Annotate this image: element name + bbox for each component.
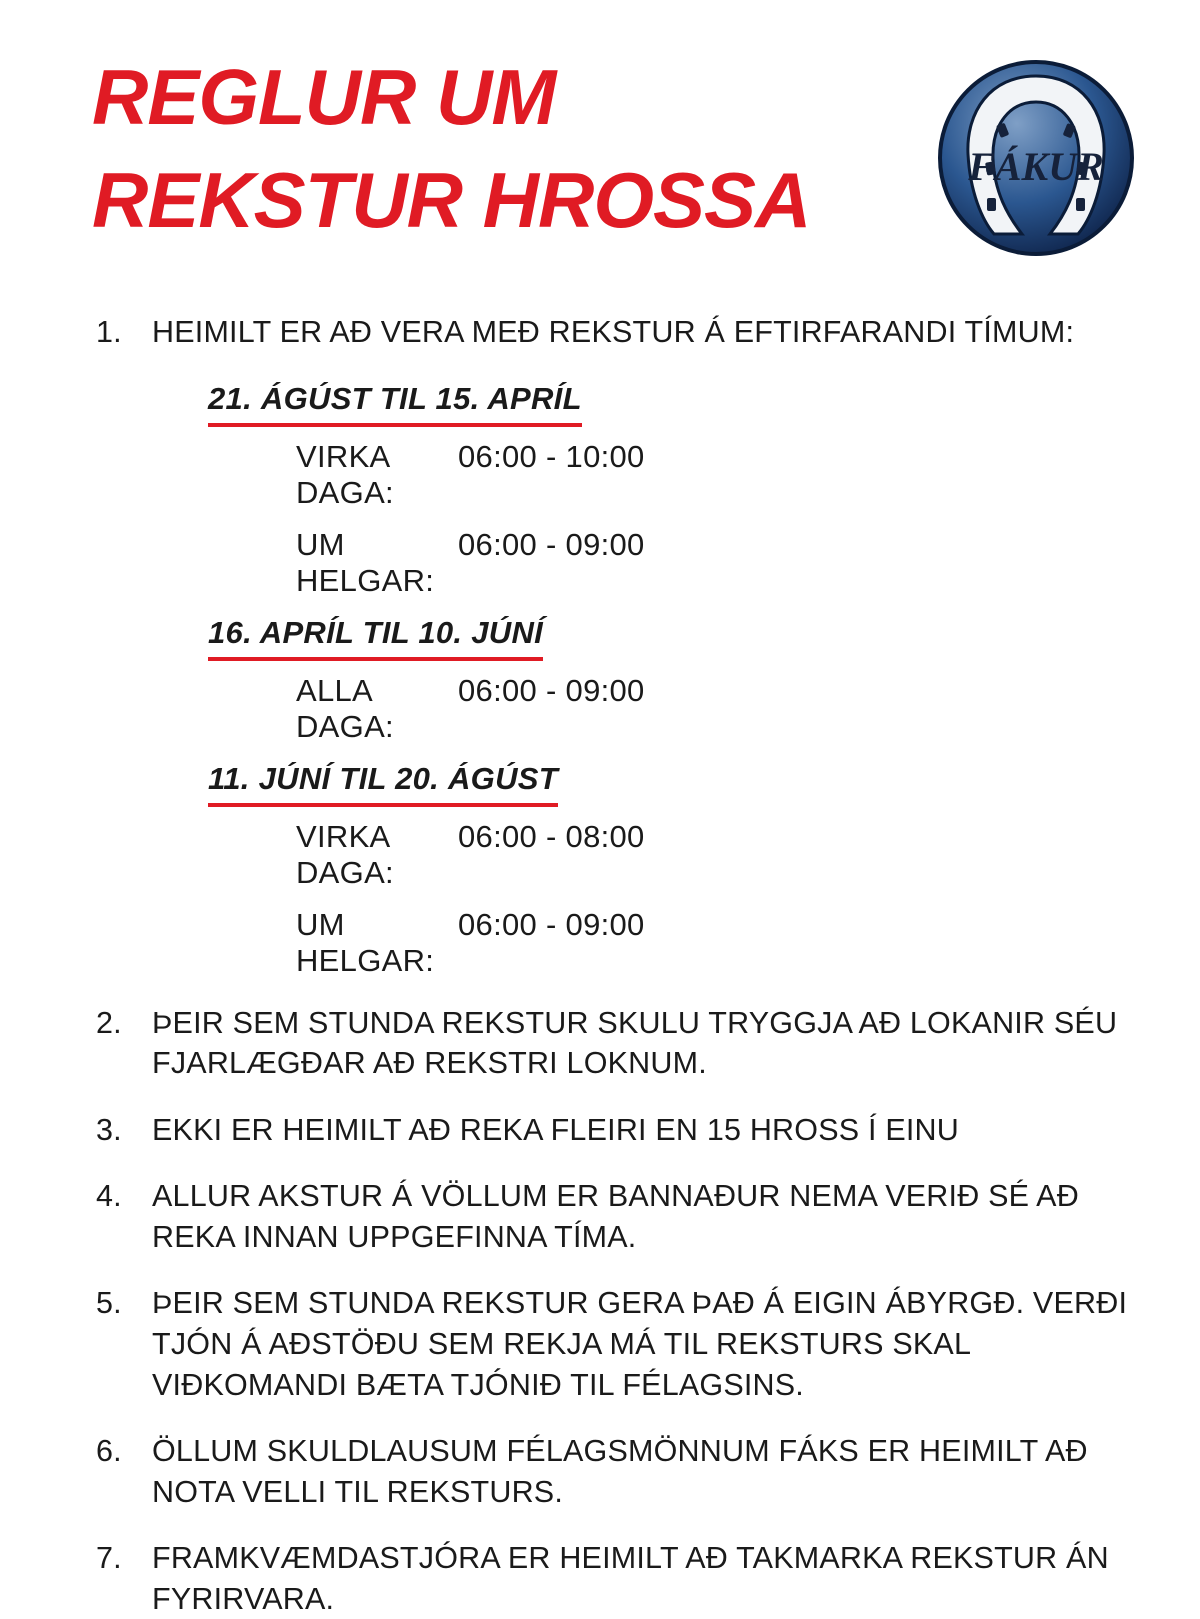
season-rows xyxy=(56,673,1144,745)
title-line-1: REGLUR UM xyxy=(92,53,556,141)
schedule-row-label: VIRKA DAGA: xyxy=(296,818,394,890)
logo-text: FÁKUR xyxy=(968,144,1104,189)
page-title xyxy=(56,46,972,252)
schedule-row xyxy=(56,439,1144,511)
schedule-row-time: 06:00 - 09:00 xyxy=(458,672,645,708)
list-item-number: 4. xyxy=(96,1179,122,1214)
list-item xyxy=(56,312,1144,353)
season-group xyxy=(56,761,1144,979)
list-item-text: ALLUR AKSTUR Á VÖLLUM ER BANNAÐUR NEMA VERIÐ SÉ AÐ REKA INNAN UPPGEFINNA TÍMA. xyxy=(152,1179,1079,1254)
list-item-text: EKKI ER HEIMILT AÐ REKA FLEIRI EN 15 HROSS Í EINU xyxy=(152,1112,959,1147)
list-item-number: 7. xyxy=(96,1541,122,1576)
list-item xyxy=(56,1283,1144,1405)
schedule-row-time: 06:00 - 08:00 xyxy=(458,818,645,854)
schedule-row xyxy=(56,819,1144,891)
title-line-2: REKSTUR HROSSA xyxy=(92,155,811,244)
schedule-row-time: 06:00 - 10:00 xyxy=(458,438,645,474)
list-item xyxy=(56,1538,1144,1619)
schedule-row xyxy=(56,673,1144,745)
season-rows xyxy=(56,819,1144,979)
rules-list xyxy=(56,312,1144,1619)
list-item-number: 1. xyxy=(96,315,122,349)
season-rows xyxy=(56,439,1144,599)
poster-header xyxy=(56,46,1144,296)
list-item-text: HEIMILT ER AÐ VERA MEÐ REKSTUR Á EFTIRFARANDI TÍMUM: xyxy=(152,315,1075,349)
list-item-text: FRAMKVÆMDASTJÓRA ER HEIMILT AÐ TAKMARKA REKSTUR ÁN FYRIRVARA. xyxy=(152,1541,1109,1616)
list-item xyxy=(56,1110,1144,1151)
schedule-row xyxy=(56,907,1144,979)
schedule-row-label: UM HELGAR: xyxy=(296,906,435,978)
schedule-row xyxy=(56,527,1144,599)
season-title: 21. ÁGÚST TIL 15. APRÍL xyxy=(208,381,582,427)
schedule-row-label: VIRKA DAGA: xyxy=(296,438,394,510)
season-group xyxy=(56,381,1144,599)
list-item-number: 5. xyxy=(96,1286,122,1321)
season-title: 16. APRÍL TIL 10. JÚNÍ xyxy=(208,615,543,661)
schedule-row-label: ALLA DAGA: xyxy=(296,672,394,744)
schedule-row-time: 06:00 - 09:00 xyxy=(458,906,645,942)
list-item xyxy=(56,1003,1144,1084)
schedule-block xyxy=(56,381,1144,979)
fakur-logo xyxy=(936,58,1136,258)
schedule-row-time: 06:00 - 09:00 xyxy=(458,526,645,562)
list-item-text: ÞEIR SEM STUNDA REKSTUR GERA ÞAÐ Á EIGIN ÁBYRGÐ. VERÐI TJÓN Á AÐSTÖÐU SEM REKJA MÁ TIL REKSTURS SKAL VIÐKOMANDI BÆTA TJÓNIÐ TIL FÉLAGSINS. xyxy=(152,1286,1128,1402)
list-item-text: ÞEIR SEM STUNDA REKSTUR SKULU TRYGGJA AÐ LOKANIR SÉU FJARLÆGÐAR AÐ REKSTRI LOKNUM. xyxy=(152,1005,1118,1081)
list-item-number: 3. xyxy=(96,1112,122,1147)
list-item-number: 2. xyxy=(96,1005,122,1040)
season-title: 11. JÚNÍ TIL 20. ÁGÚST xyxy=(208,761,558,807)
list-item xyxy=(56,1176,1144,1257)
season-group xyxy=(56,615,1144,745)
list-item-number: 6. xyxy=(96,1434,122,1469)
schedule-row-label: UM HELGAR: xyxy=(296,526,435,598)
list-item-text: ÖLLUM SKULDLAUSUM FÉLAGSMÖNNUM FÁKS ER HEIMILT AÐ NOTA VELLI TIL REKSTURS. xyxy=(152,1434,1088,1509)
list-item xyxy=(56,1431,1144,1512)
